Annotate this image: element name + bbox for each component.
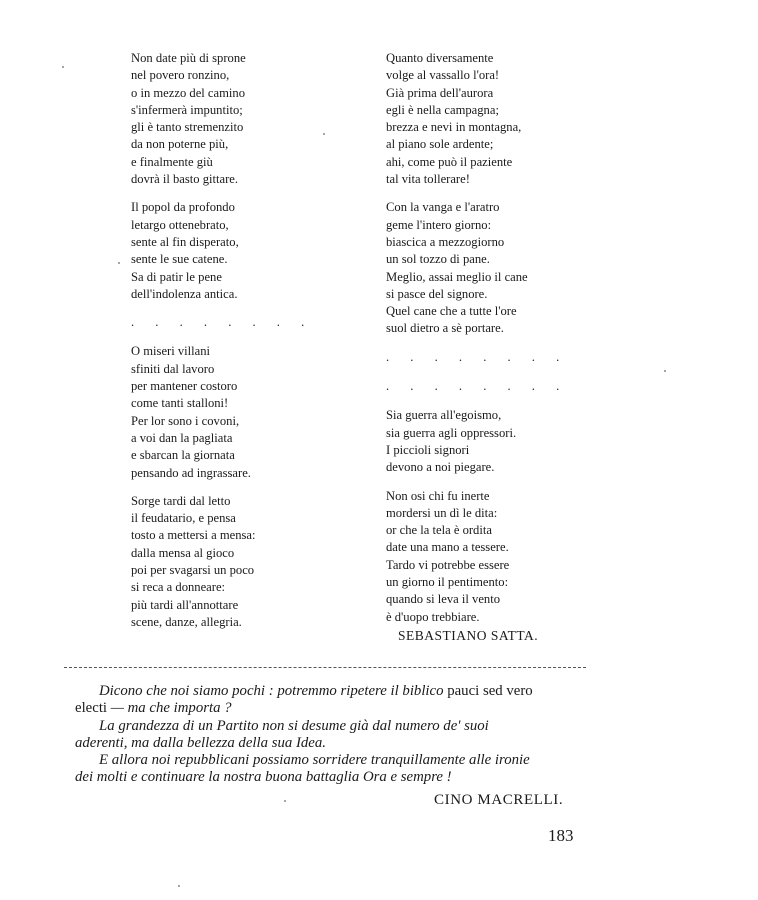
poem-line: un giorno il pentimento: bbox=[386, 575, 509, 590]
latin-quote: electi bbox=[75, 700, 108, 717]
print-speck bbox=[178, 885, 180, 887]
poem-line: sente le sue catene. bbox=[131, 252, 228, 267]
poem-line: Non osi chi fu inerte bbox=[386, 488, 490, 503]
poem-line: come tanti stalloni! bbox=[131, 396, 229, 411]
poem-line: Quel cane che a tutte l'ore bbox=[386, 304, 517, 319]
poem-line: si reca a donneare: bbox=[131, 580, 226, 595]
prose-line-text: — ma che importa ? bbox=[110, 700, 232, 717]
poem-line: dalla mensa al gioco bbox=[131, 545, 235, 560]
poem-line: O miseri villani bbox=[131, 344, 211, 359]
poem-line: Sa di patir le pene bbox=[131, 269, 222, 284]
poem-stanza bbox=[131, 493, 351, 631]
poem-line: Per lor sono i covoni, bbox=[131, 413, 240, 428]
prose-line: dei molti e continuare la nostra buona battaglia Ora e sempre ! bbox=[75, 769, 452, 786]
poem-stanza bbox=[386, 199, 586, 337]
poem-line: e sbarcan la giornata bbox=[131, 448, 235, 463]
poem-line: Sia guerra all'egoismo, bbox=[386, 408, 502, 423]
page-number: 183 bbox=[548, 826, 574, 845]
poem-line: suol dietro a sè portare. bbox=[386, 321, 504, 336]
poem-left-column bbox=[131, 50, 351, 642]
prose-author: CINO MACRELLI. bbox=[434, 792, 564, 808]
print-speck bbox=[284, 800, 286, 802]
poem-line: al piano sole ardente; bbox=[386, 137, 494, 152]
poem-stanza bbox=[131, 199, 351, 303]
prose-line: E allora noi repubblicani possiamo sorridere tranquillamente alle ironie bbox=[99, 752, 530, 769]
poem-line: Quanto diversamente bbox=[386, 51, 494, 65]
poem-line: brezza e nevi in montagna, bbox=[386, 120, 522, 135]
print-speck bbox=[664, 370, 666, 372]
print-speck bbox=[323, 133, 325, 135]
poem-line: Con la vanga e l'aratro bbox=[386, 200, 500, 215]
poem-line: da non poterne più, bbox=[131, 137, 229, 152]
poem-stanza bbox=[386, 488, 586, 626]
poem-line: sia guerra agli oppressori. bbox=[386, 425, 517, 440]
poem-line: biascica a mezzogiorno bbox=[386, 234, 505, 249]
poem-line: e finalmente giù bbox=[131, 154, 213, 169]
prose-line-text: Dicono che noi siamo pochi : potremmo ripetere il biblico bbox=[99, 683, 444, 699]
poem-line: geme l'intero giorno: bbox=[386, 217, 492, 232]
prose-line: La grandezza di un Partito non si desume già dal numero de' suoi bbox=[99, 717, 489, 734]
poem-line: dovrà il basto gittare. bbox=[131, 172, 239, 187]
poem-line: o in mezzo del camino bbox=[131, 85, 246, 100]
section-divider bbox=[64, 667, 586, 668]
poem-line: tosto a mettersi a mensa: bbox=[131, 528, 256, 543]
poem-line: a voi dan la pagliata bbox=[131, 430, 233, 445]
poem-line: nel povero ronzino, bbox=[131, 68, 230, 83]
poem-line: or che la tela è ordita bbox=[386, 523, 492, 538]
poem-line: gli è tanto stremenzito bbox=[131, 120, 244, 135]
ellipsis-separator: . . . . . . . . bbox=[131, 315, 314, 330]
print-speck bbox=[62, 66, 64, 68]
latin-quote: pauci sed vero bbox=[447, 683, 533, 699]
poem-line: scene, danze, allegria. bbox=[131, 614, 242, 629]
poem-line: s'infermerà impuntito; bbox=[131, 102, 243, 117]
poem-line: tal vita tollerare! bbox=[386, 172, 470, 187]
poem-line: date una mano a tessere. bbox=[386, 540, 509, 555]
poem-line: Tardo vi potrebbe essere bbox=[386, 557, 510, 572]
poem-line: Meglio, assai meglio il cane bbox=[386, 269, 528, 284]
poem-line: I piccioli signori bbox=[386, 442, 470, 457]
poem-line: il feudatario, e pensa bbox=[131, 511, 236, 526]
poem-line: sfiniti dal lavoro bbox=[131, 361, 215, 376]
poem-line: egli è nella campagna; bbox=[386, 102, 499, 117]
poem-stanza bbox=[386, 50, 586, 188]
poem-line: mordersi un dì le dita: bbox=[386, 505, 498, 520]
poem-line: è d'uopo trebbiare. bbox=[386, 609, 480, 624]
poem-line: più tardi all'annottare bbox=[131, 597, 239, 612]
poem-line: per mantener costoro bbox=[131, 379, 238, 394]
prose-section bbox=[75, 683, 595, 787]
prose-line bbox=[75, 683, 595, 700]
print-speck bbox=[118, 262, 120, 264]
ellipsis-separator: . . . . . . . . bbox=[386, 349, 569, 364]
poem-line: si pasce del signore. bbox=[386, 286, 488, 301]
poem-line: Non date più di sprone bbox=[131, 51, 246, 65]
poem-line: ahi, come può il paziente bbox=[386, 154, 513, 169]
poem-stanza bbox=[386, 407, 586, 476]
poem-stanza bbox=[131, 50, 351, 188]
poem-line: Già prima dell'aurora bbox=[386, 85, 494, 100]
poem-line: un sol tozzo di pane. bbox=[386, 252, 490, 267]
poem-line: devono a noi piegare. bbox=[386, 460, 495, 475]
poem-line: dell'indolenza antica. bbox=[131, 286, 238, 301]
poem-line: letargo ottenebrato, bbox=[131, 217, 229, 232]
poem-line: sente al fin disperato, bbox=[131, 234, 239, 249]
poem-right-column bbox=[386, 50, 586, 637]
poem-line: quando si leva il vento bbox=[386, 592, 501, 607]
poem-line: Sorge tardi dal letto bbox=[131, 493, 231, 508]
ellipsis-separator: . . . . . . . . bbox=[386, 379, 569, 394]
poem-line: pensando ad ingrassare. bbox=[131, 465, 251, 480]
poem-author: SEBASTIANO SATTA. bbox=[398, 628, 539, 643]
poem-line: volge al vassallo l'ora! bbox=[386, 68, 500, 83]
prose-line bbox=[75, 700, 595, 717]
poem-line: Il popol da profondo bbox=[131, 200, 235, 215]
poem-stanza bbox=[131, 343, 351, 481]
prose-line: aderenti, ma dalla bellezza della sua Idea. bbox=[75, 734, 326, 751]
poem-line: poi per svagarsi un poco bbox=[131, 563, 255, 578]
